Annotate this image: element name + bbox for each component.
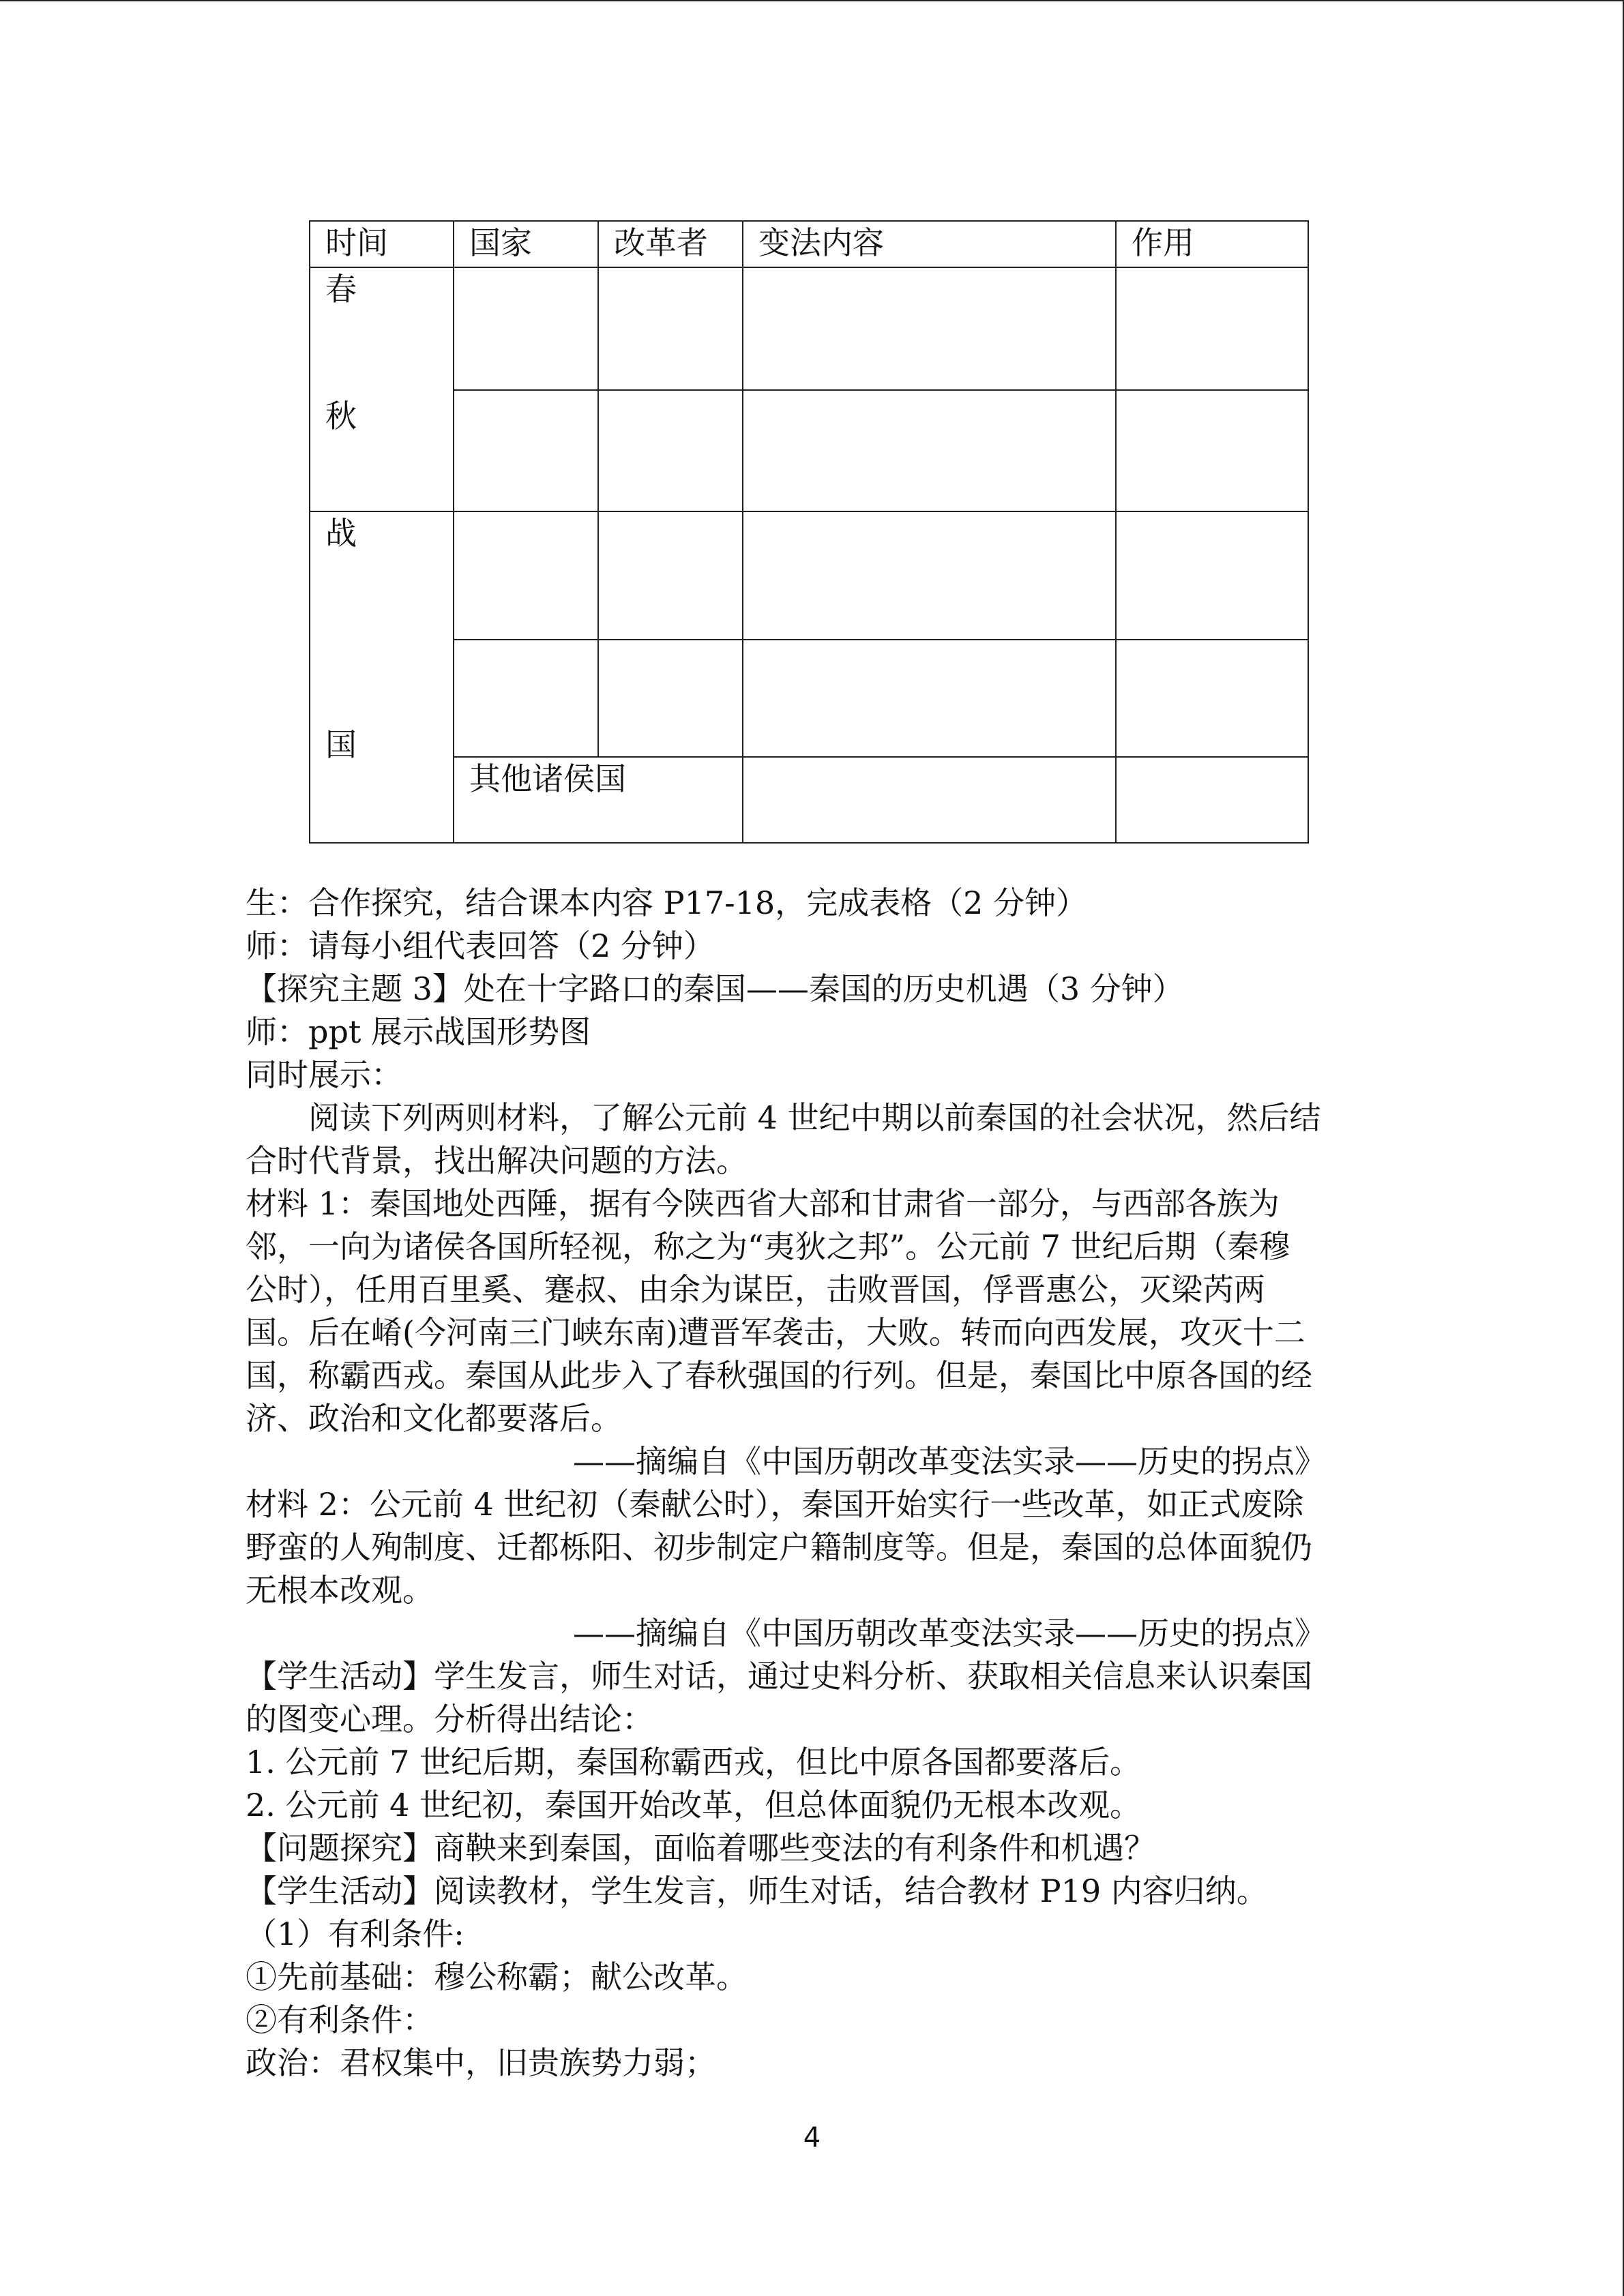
period-char: 国 [325,726,357,763]
text-line: 政治：君权集中，旧贵族势力弱； [246,2044,716,2081]
text-line: 【学生活动】学生发言，师生对话，通过史料分析、获取相关信息来认识秦国 [246,1658,1312,1695]
period-char: 春 [325,271,357,308]
table-cell [743,390,1116,511]
text-line: 济、政治和文化都要落后。 [246,1400,622,1437]
table-row [310,267,1308,390]
header-effect: 作用 [1116,221,1308,267]
text-line: 公时），任用百里奚、蹇叔、由余为谋臣，击败晋国，俘晋惠公，灭梁芮两 [246,1271,1265,1308]
text-line: 阅读下列两则材料，了解公元前 4 世纪中期以前秦国的社会状况，然后结 [308,1099,1321,1136]
text-line: 国。后在崤(今河南三门峡东南)遭晋军袭击，大败。转而向西发展，攻灭十二 [246,1314,1305,1351]
text-line: （1）有利条件: [246,1915,464,1952]
text-line: 【问题探究】商鞅来到秦国，面临着哪些变法的有利条件和机遇？ [246,1830,1155,1866]
text-line: 生：合作探究，结合课本内容 P17-18，完成表格（2 分钟） [246,884,1088,921]
body-text [246,882,1364,2085]
text-line: 师：请每小组代表回答（2 分钟） [246,927,715,964]
table-row [310,390,1308,511]
text-line: 师：ppt 展示战国形势图 [246,1013,591,1050]
citation-line: ——摘编自《中国历朝改革变法实录——历史的拐点》 [573,1615,1326,1652]
text-line: 同时展示： [246,1056,402,1093]
period-zhanguo [310,511,454,843]
text-line: 【探究主题 3】处在十字路口的秦国——秦国的历史机遇（3 分钟） [246,970,1184,1007]
table-row [310,757,1308,843]
text-line: 国，称霸西戎。秦国从此步入了春秋强国的行列。但是，秦国比中原各国的经 [246,1357,1312,1394]
header-reformer: 改革者 [598,221,743,267]
table-cell [454,267,598,390]
table-cell [743,511,1116,640]
text-line: 2. 公元前 4 世纪初，秦国开始改革，但总体面貌仍无根本改观。 [246,1787,1142,1823]
text-line: 邻，一向为诸侯各国所轻视，称之为“夷狄之邦”。公元前 7 世纪后期（秦穆 [246,1228,1290,1265]
table-cell [1116,757,1308,843]
header-content: 变法内容 [743,221,1116,267]
table-row [310,640,1308,757]
header-state: 国家 [454,221,598,267]
table-cell [1116,390,1308,511]
text-line: 1. 公元前 7 世纪后期，秦国称霸西戎，但比中原各国都要落后。 [246,1744,1142,1780]
text-line: ①先前基础：穆公称霸；献公改革。 [246,1958,748,1995]
text-line: 材料 1：秦国地处西陲，据有今陕西省大部和甘肃省一部分，与西部各族为 [246,1185,1280,1222]
text-line: 材料 2：公元前 4 世纪初（秦献公时），秦国开始实行一些改革，如正式废除 [246,1486,1304,1523]
table-cell [1116,267,1308,390]
period-char: 战 [325,515,357,552]
table-cell [743,640,1116,757]
table-cell [598,390,743,511]
text-line: 合时代背景，找出解决问题的方法。 [246,1142,748,1179]
table-cell [598,511,743,640]
page-number: 4 [803,2122,821,2153]
period-char: 秋 [325,398,357,434]
reform-table [309,220,1309,844]
table-cell [598,267,743,390]
citation-line: ——摘编自《中国历朝改革变法实录——历史的拐点》 [573,1443,1326,1480]
text-line: 无根本改观。 [246,1572,434,1609]
table-cell [1116,511,1308,640]
table-cell [598,640,743,757]
table-cell [743,757,1116,843]
table-header-row [310,221,1308,267]
table-cell [1116,640,1308,757]
table-cell [454,640,598,757]
table-cell [743,267,1116,390]
text-line: ②有利条件： [246,2001,434,2038]
text-line: 的图变心理。分析得出结论： [246,1701,653,1738]
table-cell [454,390,598,511]
text-line: 野蛮的人殉制度、迁都栎阳、初步制定户籍制度等。但是，秦国的总体面貌仍 [246,1529,1312,1566]
other-states-cell: 其他诸侯国 [454,757,743,843]
table-cell [454,511,598,640]
header-time: 时间 [310,221,454,267]
text-line: 【学生活动】阅读教材，学生发言，师生对话，结合教材 P19 内容归纳。 [246,1873,1268,1909]
period-chunqiu [310,267,454,511]
table-row [310,511,1308,640]
